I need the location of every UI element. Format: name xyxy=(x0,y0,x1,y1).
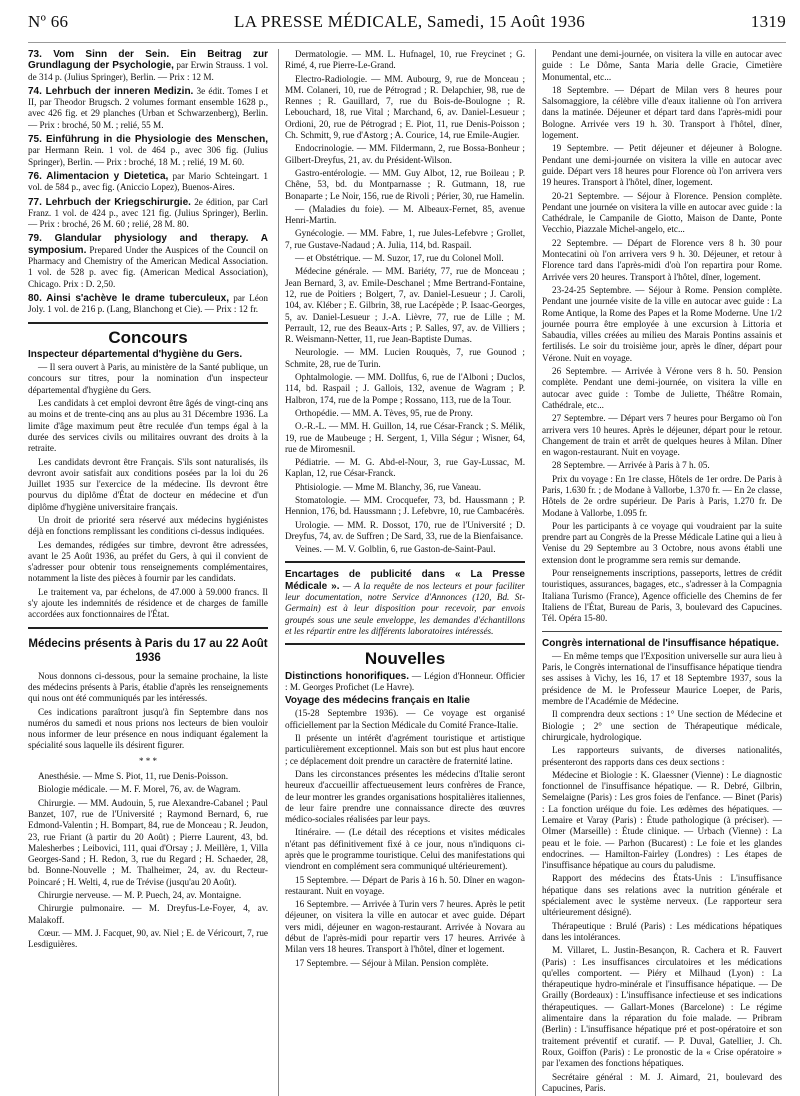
specialty-entry: Cœur. — MM. J. Facquet, 90, av. Niel ; E. de Véricourt, 7, rue Lesdiguières. xyxy=(28,927,268,950)
voyage-itinerary xyxy=(542,49,782,625)
book-entry xyxy=(28,171,268,194)
voyage-paragraph: 17 Septembre. — Séjour à Milan. Pension complète. xyxy=(295,957,489,968)
itinerary-paragraph: 19 Septembre. — Petit déjeuner et déjeuner à Bologne. Pendant une demi-journée on visitera la ville en autocar avec guide. Départ vers 18 heures pour Florence où l'on arrivera vers 19 heures. Transport à l'hôtel, dîner, logement. xyxy=(542,143,782,188)
itinerary-paragraph: Pendant une demi-journée, on visitera la ville en autocar avec guide : Le Dôme, Santa Maria delle Gracie, Cimetière Monumental, etc... xyxy=(542,49,782,82)
specialty-entry: Orthopédie. — MM. A. Tèves, 95, rue de Prony. xyxy=(295,407,473,418)
specialty-entry: Anesthésie. — Mme S. Piot, 11, rue Denis-Poisson. xyxy=(38,771,229,782)
concours-heading: Concours xyxy=(108,327,188,347)
book-entry xyxy=(28,197,268,231)
itinerary-paragraph: 18 Septembre. — Départ de Milan vers 8 heures pour Salsomaggiore, la célèbre ville d'eaux italienne où l'on arrivera dans la matinée. Déjeuner et départ tard dans l'après-midi pour Bologne. Arrivée vers 19 h. 30. Transport à l'hôtel, dîner, logement. xyxy=(542,84,782,141)
specialty-entry: Ophtalmologie. — MM. Dollfus, 6, rue de l'Alboni ; Duclos, 114, bd. Raspail ; J. Gallois, 132, avenue de Wagram ; P. Halbron, 174, rue de la Pompe ; Rossano, 113, rue de la Tour. xyxy=(285,372,525,405)
book-entry xyxy=(28,293,268,316)
itinerary-paragraph: 26 Septembre. — Arrivée à Vérone vers 8 h. 50. Pension complète. Pendant une demi-journée, on visitera la ville en autocar avec guide : Tombe de Juliette, Théâtre Romain, Cathédrale, etc... xyxy=(542,366,782,410)
specialty-entry: Médecine générale. — MM. Bariéty, 77, rue de Monceau ; Jean Bernard, 3, av. Emile-Deschanel ; Mme Bertrand-Fontaine, 12, rue de Poitiers ; Bolgert, 7, av. Daniel-Lesueur ; J. Caroli, 104, av. Kléber ; E. Gilbrin, 38, rue Lacépède ; P. Isaac-Georges, 5, av. Daniel-Lesueur ; J.-A. Lièvre, 77, rue de Lille ; M. Perrault, 12, rue des Beaux-Arts ; P. Salles, 97, av. de Villiers ; R. Weismann-Netter, 11, rue Jean-Baptiste Dumas. xyxy=(285,266,525,345)
divider xyxy=(285,561,525,563)
congres-paragraph: Thérapeutique : Brulé (Paris) : Les médications hépatiques dans les intolérances. xyxy=(542,920,782,942)
book-details: par Léon Joly. 1 vol. de 216 p. (Lang, Blanchong et Cie). — Prix : 12 fr. xyxy=(28,292,268,315)
itinerary-paragraph: Pour les participants à ce voyage qui voudraient par la suite prendre part au Congrès de la Presse Médicale Latine qui a lieu à Venise du 29 Septembre au 3 Octobre, nous avons établi une extension dont le programme sera remis sur demande. xyxy=(542,520,782,565)
distinctions-title: Distinctions honorifiques. xyxy=(285,670,409,682)
divider xyxy=(542,631,782,632)
voyage-title: Voyage des médecins français en Italie xyxy=(285,695,470,707)
intro-paragraph: Ces indications paraîtront jusqu'à fin Septembre dans nos numéros du samedi et nous prions nos lecteurs de bien vouloir nous informer de leur présence en nous indiquant également la spécialité sous laquelle ils désirent figurer. xyxy=(28,706,268,751)
voyage-paragraph: 15 Septembre. — Départ de Paris à 16 h. 50. Dîner en wagon-restaurant. Nuit en voyage. xyxy=(285,874,525,896)
congres-paragraph: Médecine et Biologie : K. Glaessner (Vienne) : Le diagnostic fonctionnel de l'insuffisance hépatique. — R. Debré, Gilbrin, Semelaigne (Paris) : Les gros foies de l'enfance. — Binet (Paris) : La fonction uréique du foie. Les œdèmes des hépatiques. — Lemaire et Varay (Paris) : Étude pathologique (à préciser). — Olmer (Marseille) : Étude clinique. — Urbach (Vienne) : La peau et le foie. — Parhon (Bucarest) : Le foie et les glandes endocrines. — Hamilton-Fairley (Londres) : Les étapes de l'insuffisance hépatique au cours du paludisme. xyxy=(542,769,782,871)
voyage-paragraph: Dans les circonstances présentes les médecins d'Italie seront heureux d'accueillir affectueusement leurs confrères de France, de leur montrer les grandes organisations hospitalières italiennes, de leur faire prendre une connaissance directe des œuvres médico-sociales réalisées par leur pays. xyxy=(285,768,525,825)
itinerary-paragraph: 23-24-25 Septembre. — Séjour à Rome. Pension complète. Pendant une journée visite de la ville en autocar avec guide : La Rome Antique, la Rome des Papes et la Rome Moderne. Une 1/2 journée pourra être employée à une excursion à Littoria et Sabaudia, villes créées au milieu des Marais Pontins assainis et fertilisés. Le soir du troisième jour, après le dîner, départ pour Vérone. Nuit en voyage. xyxy=(542,284,782,363)
book-title: 77. Lehrbuch der Kriegschirurgie. xyxy=(28,196,191,208)
book-entry xyxy=(28,134,268,168)
specialty-entry: Dermatologie. — MM. L. Hufnagel, 10, rue Freycinet ; G. Rimé, 4, rue Pierre-Le-Grand. xyxy=(285,49,525,71)
specialty-entry: Electro-Radiologie. — MM. Aubourg, 9, rue de Monceau ; MM. Colaneri, 10, rue de Pétrograd ; R. Delapchier, 98, rue de Rennes ; R. Gauillard, 7, rue du Bois-de-Boulogne ; R. Lebouchard, 18, rue Vital ; Marchand, 6, av. Daniel-Lesueur ; Ordioni, 20, rue de Pétrograd ; E. Piot, 11, rue Denis-Poisson ; Ch. Schmitt, 9, rue d'Astorg ; A. Courice, 14, rue Emile-Augier. xyxy=(285,73,525,141)
voyage-paragraph: Itinéraire. — (Le détail des réceptions et visites médicales n'étant pas définitivement fixé à ce jour, nous n'indiquons ci-après que le programme touristique. Celui des manifestations qui viendront en complément sera communiqué ultérieurement). xyxy=(285,827,525,872)
concours-paragraph: Les candidats à cet emploi devront être âgés de vingt-cinq ans au moins et de trente-cinq ans au plus au 31 Décembre 1936. La limite d'âge maximum peut être reculée d'un temps égal à la durée des services civils ou militaires ouvrant des droits à la retraite. xyxy=(28,398,268,454)
book-details: 2e édition, par Carl Franz. 1 vol. de 424 p., avec 121 fig. (Julius Springer), Berlin. — Prix : broché, 26 M. 60 ; relié, 28 M. 80. xyxy=(28,196,268,230)
specialty-entry: Neurologie. — MM. Lucien Rouquès, 7, rue Gounod ; Schmite, 28, rue de Turin. xyxy=(285,347,525,369)
specialty-entry: Biologie médicale. — M. F. Morel, 76, av. de Wagram. xyxy=(38,784,241,795)
specialty-entry: — et Obstétrique. — M. Suzor, 17, rue du Colonel Moll. xyxy=(295,253,504,264)
distinctions-text: — Légion d'Honneur. Officier : M. Georges Profichet (Le Havre). xyxy=(285,670,525,692)
column-2 xyxy=(278,49,525,1096)
congres-paragraph: M. Villaret, L. Justin-Besançon, R. Cachera et R. Fauvert (Paris) : Les insuffisances circulatoires et les médications qu'elles comportent. — Piéry et Milhaud (Lyon) : La thérapeutique hydro-minérale et l'insuffisance hépatique. — De Grailly (Bordeaux) : L'insuffisance infectieuse et ses indications thérapeutiques. — Gallart-Mones (Barcelone) : Le régime alimentaire dans la réparation du foie malade. — Pribram (Berlin) : L'insuffisance hépatique pré et post-opératoire et son traitement préventif et curatif. — P. Duval, Gatellier, J. Ch. Roux, Goiffon (Paris) : Le pronostic de la « Crise opératoire » par l'examen des fonctions hépatiques. xyxy=(542,945,782,1069)
book-details: Prepared Under the Auspices of the Council on Pharmacy and Chemistry of the American Medical Association. 1 vol. de 528 p. avec fig. (American Medical Association), Chicago. Prix : D. 2,50. xyxy=(28,244,268,289)
book-title: 74. Lehrbuch der inneren Medizin. xyxy=(28,85,194,97)
voyage-paragraph: Il présente un intérêt d'agrément touristique et artistique particulièrement exceptionnel. Mais son but est plus haut encore ; ce déplacement doit prendre un caractère de fraternité latine. xyxy=(285,733,525,766)
column-1 xyxy=(28,49,268,1096)
book-title: 79. Glandular physiology and therapy. A symposium. xyxy=(28,233,268,256)
medecins-list-continued xyxy=(285,49,525,555)
stars-separator: * * * xyxy=(139,755,157,766)
book-entry xyxy=(28,86,268,131)
concours-paragraph: Les candidats devront être Français. S'ils sont naturalisés, ils devront avoir satisfait aux conditions posées par la loi du 26 Juillet 1935 sur l'exercice de la médecine. Ils devront être pourvus du diplôme d'État de docteur en médecine et d'un diplôme d'hygiène universitaire français. xyxy=(28,456,268,512)
specialty-entry: Gastro-entérologie. — MM. Guy Albot, 12, rue Boileau ; P. Chêne, 53, bd. du Montparnasse ; R. Gutmann, 18, rue Bonaparte ; Le Noir, 156, rue de Rivoli ; Périer, 30, rue Hamelin. xyxy=(285,167,525,201)
congres-paragraph: Secrétaire général : M. J. Aimard, 21, boulevard des Capucines, Paris. xyxy=(542,1071,782,1093)
specialty-entry: Pédiatrie. — M. G. Abd-el-Nour, 3, rue Gay-Lussac, M. Kaplan, 12, rue César-Franck. xyxy=(285,457,525,479)
concours-paragraph: Les demandes, rédigées sur timbre, devront être adressées, avant le 25 Août 1936, au préfet du Gers, à qui il convient de s'adresser pour obtenir tous renseignements complémentaires, notamment la liste des pièces à fournir par les candidats. xyxy=(28,539,268,584)
nouvelles-heading: Nouvelles xyxy=(364,649,446,669)
congres-paragraph: Rapport des médecins des États-Unis : L'insuffisance hépatique dans ses relations avec la nutrition générale et spécialement avec le système nerveux. (Le rapporteur sera ultérieurement désigné). xyxy=(542,873,782,918)
voyage-paragraph: 16 Septembre. — Arrivée à Turin vers 7 heures. Après le petit déjeuner, on visitera la ville en autocar et avec guide. Départ vers midi, déjeuner en wagon-restaurant. Arrivée à Novara au début de l'après-midi pour repartir vers 17 heures. Arrivée à Milan vers 18 heures. Transport à l'hôtel, dîner et logement. xyxy=(285,899,525,955)
itinerary-paragraph: Pour renseignements inscriptions, passeports, lettres de crédit touristiques, assurances, bagages, etc., s'adresser à la Compagnia Italiana Turismo (France), Agence officielle des Chemins de fer Italiens de l'État, Bureau de Paris, 3, boulevard des Capucines. Tél. Opéra 15-80. xyxy=(542,568,782,624)
itinerary-paragraph: 20-21 Septembre. — Séjour à Florence. Pension complète. Pendant une journée on visitera la ville en autocar avec guide : la Cathédrale, le Campanile de Giotto, Maison de Dante, Ponte Vecchio, Piazzale Michel-angelo, etc... xyxy=(542,190,782,235)
divider xyxy=(28,322,268,324)
book-entry xyxy=(28,233,268,289)
divider xyxy=(285,643,525,645)
book-entry xyxy=(28,49,268,83)
book-details: par Erwin Strauss. 1 vol. de 314 p. (Julius Springer), Berlin. — Prix : 12 M. xyxy=(28,60,268,82)
intro-paragraph: Nous donnons ci-dessous, pour la semaine prochaine, la liste des médecins présents à Paris, établie d'après les renseignements qui nous ont été communiqués par les intéressés. xyxy=(28,670,268,704)
concours-paragraph: Le traitement va, par échelons, de 47.000 à 59.000 francs. Il s'y ajoute les indemnités de résidence et de charges de famille accordées aux fonctionnaires de l'État. xyxy=(28,586,268,620)
congres-paragraph: — En même temps que l'Exposition universelle sur aura lieu à Paris, le Congrès international de l'insuffisance hépatique tiendra ses assises à Vichy, les 16, 17 et 18 Septembre 1937, sous la présidence de M. le Professeur Maurice Loeper, de Paris, membre de l'Académie de Médecine. xyxy=(542,650,782,707)
encartage-text: — A la requête de nos lecteurs et pour faciliter leur documentation, notre Service d'Annonces (120, Bd. St-Germain) est à leur disposition pour recevoir, par envois groupés sous une seule enveloppe, les demandes d'échantillons et les répartir entre les différents laboratoires intéressés. xyxy=(285,580,525,636)
congres-body xyxy=(542,651,782,1094)
medecins-intro xyxy=(28,671,268,752)
divider xyxy=(28,627,268,629)
specialty-entry: Gynécologie. — MM. Fabre, 1, rue Jules-Lefebvre ; Grollet, 7, rue Gustave-Nadaud ; A. Julia, 114, bd. Raspail. xyxy=(285,228,525,250)
itinerary-paragraph: Prix du voyage : En 1re classe, Hôtels de 1er ordre. De Paris à Paris, 1.630 fr. ; de Modane à Vallorbe, 1.370 fr. — En 2e classe, Hôtels de 2e ordre supérieur. De Paris à Paris, 1.270 fr. De Modane à Vallorbe, 1.095 fr. xyxy=(542,473,782,518)
specialty-entry: Veines. — M. V. Golblin, 6, rue Gaston-de-Saint-Paul. xyxy=(295,544,496,555)
encartage-title: Encartages de publicité dans « La Presse Médicale ». xyxy=(285,569,525,592)
page-number: 1319 xyxy=(750,12,786,31)
medecins-list xyxy=(28,771,268,950)
issue-number: Nº 66 xyxy=(28,12,69,31)
itinerary-paragraph: 28 Septembre. — Arrivée à Paris à 7 h. 05. xyxy=(552,460,710,471)
book-details: par Mario Schteingart. 1 vol. de 584 p., avec fig. (Aniccio Lopez), Buenos-Aires. xyxy=(28,170,268,193)
book-title: 73. Vom Sinn der Sein. Ein Beitrag zur Grundlagung der Psychologie, xyxy=(28,49,268,72)
itinerary-paragraph: 22 Septembre. — Départ de Florence vers 8 h. 30 pour Montecatini où l'on arrivera vers 9 h. 30. Déjeuner, et retour à Florence tard dans l'après-midi d'où l'on repartira pour Rome. Arrivée vers 20 heures. Transport à l'hôtel, dîner, logement. xyxy=(542,237,782,282)
specialty-entry: Stomatologie. — MM. Crocquefer, 73, bd. Haussmann ; P. Hennion, 176, bd. Haussmann ; J. Lefebvre, 10, rue Cambacérès. xyxy=(285,494,525,517)
congres-paragraph: Les rapporteurs suivants, de diverses nationalités, présenteront des rapports dans ces deux sections : xyxy=(542,745,782,767)
voyage-body xyxy=(285,708,525,969)
book-details: par Hermann Rein. 1 vol. de 464 p., avec 306 fig. (Julius Springer), Berlin. — Prix : broché, 18 M. ; relié, 19 M. 60. xyxy=(28,145,268,167)
page-header xyxy=(28,12,786,43)
specialty-entry: Chirurgie. — MM. Audouin, 5, rue Alexandre-Cabanel ; Paul Banzet, 107, rue de l'Université ; Raymond Bernard, 6, rue Edmond-Valentin ; H. Bompart, 84, rue de Monceau ; R. Jeudon, 23, rue Friant (à partir du 20 Août) ; Pierre Laurent, 43, bd. Malesherbes ; Leibovici, 111, quai d'Orsay ; J. Meillère, 1, Villa Georges-Sand ; H. Redon, 3, rue du Regard ; H. Schaeder, 28, bd. Bonne-Nouvelle ; M. Thalheimer, 24, av. du Recteur-Poincaré ; H. Welti, 4, rue de Trévise (jusqu'au 20 Août). xyxy=(28,797,268,887)
specialty-entry: O.-R.-L. — MM. H. Guillon, 14, rue César-Franck ; S. Mélik, 19, rue de Maubeuge ; H. Sergent, 1, Villa Ségur ; Wisner, 64, rue de Miromesnil. xyxy=(285,421,525,454)
specialty-entry: Chirurgie pulmonaire. — M. Dreyfus-Le-Foyer, 4, av. Malakoff. xyxy=(28,903,268,925)
itinerary-paragraph: 27 Septembre. — Départ vers 7 heures pour Bergamo où l'on arrivera vers 10 heures. Après le déjeuner, départ pour le retour. Changement de train et arrêt de quelques heures à Milan. Dîner en wagon-restaurant. Nuit en voyage. xyxy=(542,413,782,458)
column-3 xyxy=(535,49,782,1096)
concours-paragraph: — Il sera ouvert à Paris, au ministère de la Santé publique, un concours sur titres, pour la nomination d'un inspecteur départemental d'hygiène du Gers. xyxy=(28,362,268,395)
book-title: 76. Alimentacion y Dietetica, xyxy=(28,170,169,182)
concours-paragraph: Un droit de priorité sera réservé aux médecins hygiénistes déjà en fonctions remplissant les conditions ci-dessus indiquées. xyxy=(28,514,268,537)
specialty-entry: — (Maladies du foie). — M. Albeaux-Fernet, 85, avenue Henri-Martin. xyxy=(285,203,525,226)
concours-body xyxy=(28,362,268,621)
inspecteur-heading: Inspecteur départemental d'hygiène du Gers. xyxy=(28,348,243,360)
specialty-entry: Endocrinologie. — MM. Fildermann, 2, rue Bossa-Bonheur ; Gilbert-Dreyfus, 21, av. du Président-Wilson. xyxy=(285,143,525,165)
voyage-paragraph: (15-28 Septembre 1936). — Ce voyage est organisé officiellement par la Section Médicale du Comité France-Italie. xyxy=(285,708,525,730)
book-details: 3e édit. Tomes I et II, par Theodor Brugsch. 2 volumes formant ensemble 1628 p., avec 426 fig. et 29 planches (Urban et Schwarzenberg), Berlin. — Prix : broché, 50 M. ; relié, 55 M. xyxy=(28,85,268,130)
specialty-entry: Chirurgie nerveuse. — M. P. Puech, 24, av. Montaigne. xyxy=(38,890,242,900)
distinctions xyxy=(285,671,525,694)
book-list xyxy=(28,49,268,316)
congres-title: Congrès international de l'insuffisance hépatique. xyxy=(542,637,779,649)
specialty-entry: Urologie. — MM. R. Dossot, 170, rue de l'Université ; D. Dreyfus, 74, av. de Suffren ; De Sard, 33, rue de la Bienfaisance. xyxy=(285,519,525,541)
specialty-entry: Phtisiologie. — Mme M. Blanchy, 36, rue Vaneau. xyxy=(295,481,482,492)
congres-paragraph: Il comprendra deux sections : 1° Une section de Médecine et Biologie ; 2° une section de Thérapeutique médicale, chirurgicale, hydrologique. xyxy=(542,709,782,742)
journal-title: LA PRESSE MÉDICALE, Samedi, 15 Août 1936 xyxy=(234,12,586,31)
book-title: 80. Ainsi s'achève le drame tuberculeux, xyxy=(28,292,230,304)
medecins-heading: Médecins présents à Paris du 17 au 22 Août 1936 xyxy=(28,637,268,664)
encartage-notice xyxy=(285,569,525,637)
book-title: 75. Einführung in die Physiologie des Menschen, xyxy=(28,134,268,146)
